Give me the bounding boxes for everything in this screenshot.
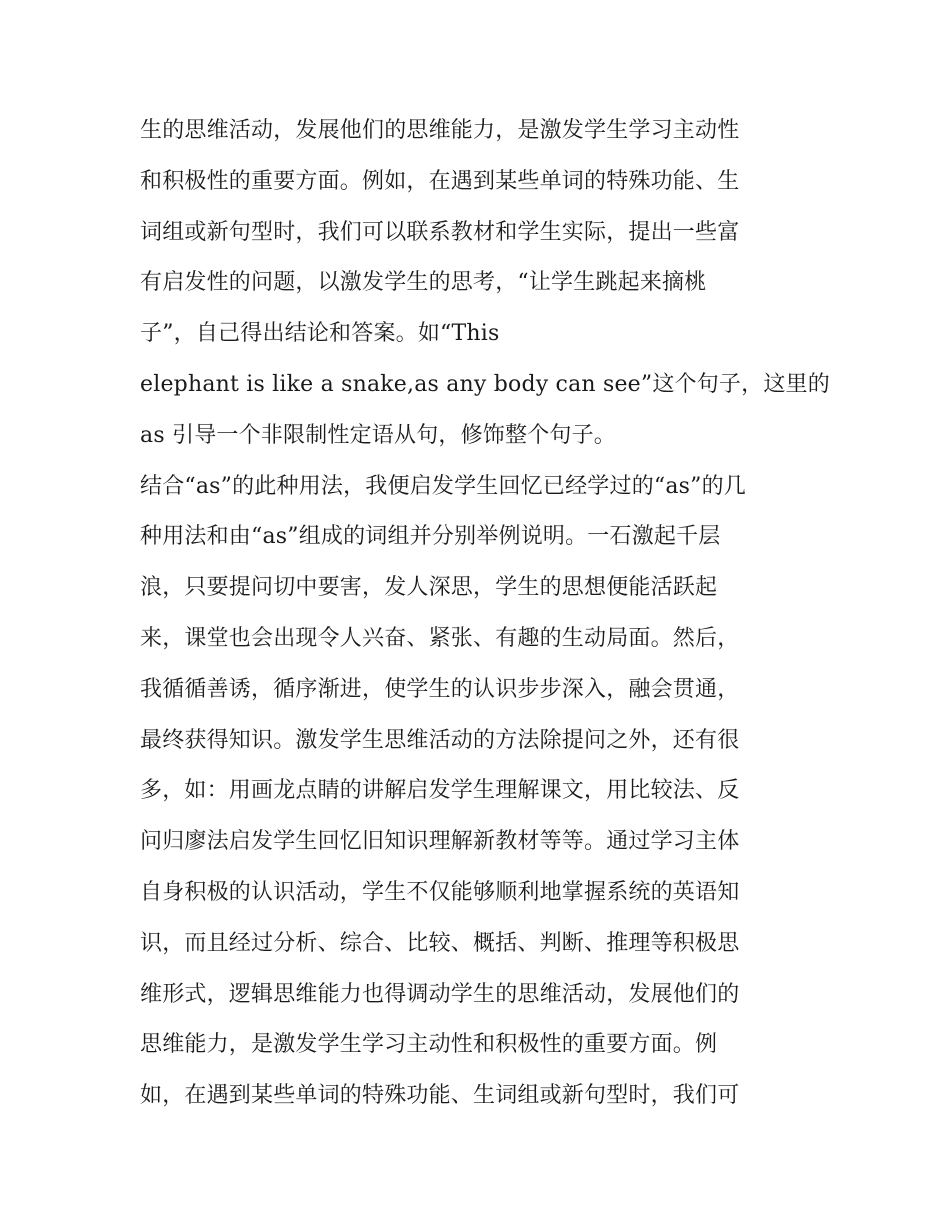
text-line: 维形式，逻辑思维能力也得调动学生的思维活动，发展他们的 xyxy=(140,981,740,1007)
text-line: 自身积极的认识活动，学生不仅能够顺利地掌握系统的英语知 xyxy=(140,879,740,905)
text-line: 有启发性的问题，以激发学生的思考，“让学生跳起来摘桃 xyxy=(140,270,707,296)
text-line: 结合“as”的此种用法，我便启发学生回忆已经学过的“as”的几 xyxy=(140,473,747,499)
text-line: 我循循善诱，循序渐进，使学生的认识步步深入，融会贯通， xyxy=(140,676,740,702)
text-line: 多，如：用画龙点睛的讲解启发学生理解课文，用比较法、反 xyxy=(140,778,740,804)
text-line: 和积极性的重要方面。例如，在遇到某些单词的特殊功能、生 xyxy=(140,168,740,194)
text-line: 问归廖法启发学生回忆旧知识理解新教材等等。通过学习主体 xyxy=(140,829,740,855)
body-text xyxy=(140,106,830,1122)
text-line: 识，而且经过分析、综合、比较、概括、判断、推理等积极思 xyxy=(140,930,740,956)
text-line: 浪，只要提问切中要害，发人深思，学生的思想便能活跃起 xyxy=(140,575,718,601)
text-line: 如，在遇到某些单词的特殊功能、生词组或新句型时，我们可 xyxy=(140,1083,740,1109)
text-line: 生的思维活动，发展他们的思维能力，是激发学生学习主动性 xyxy=(140,118,740,143)
text-line: elephant is like a snake,as any body can see”这个句子，这里的 xyxy=(140,371,830,397)
text-line: 来，课堂也会出现令人兴奋、紧张、有趣的生动局面。然后， xyxy=(140,625,740,651)
text-line: 词组或新句型时，我们可以联系教材和学生实际，提出一些富 xyxy=(140,219,740,245)
text-line: as 引导一个非限制性定语从句，修饰整个句子。 xyxy=(140,422,617,448)
text-line: 思维能力，是激发学生学习主动性和积极性的重要方面。例 xyxy=(140,1032,718,1058)
text-line: 种用法和由“as”组成的词组并分别举例说明。一石激起千层 xyxy=(140,524,721,550)
text-line: 子”，自己得出结论和答案。如“This xyxy=(140,321,500,347)
text-line: 最终获得知识。激发学生思维活动的方法除提问之外，还有很 xyxy=(140,727,740,753)
